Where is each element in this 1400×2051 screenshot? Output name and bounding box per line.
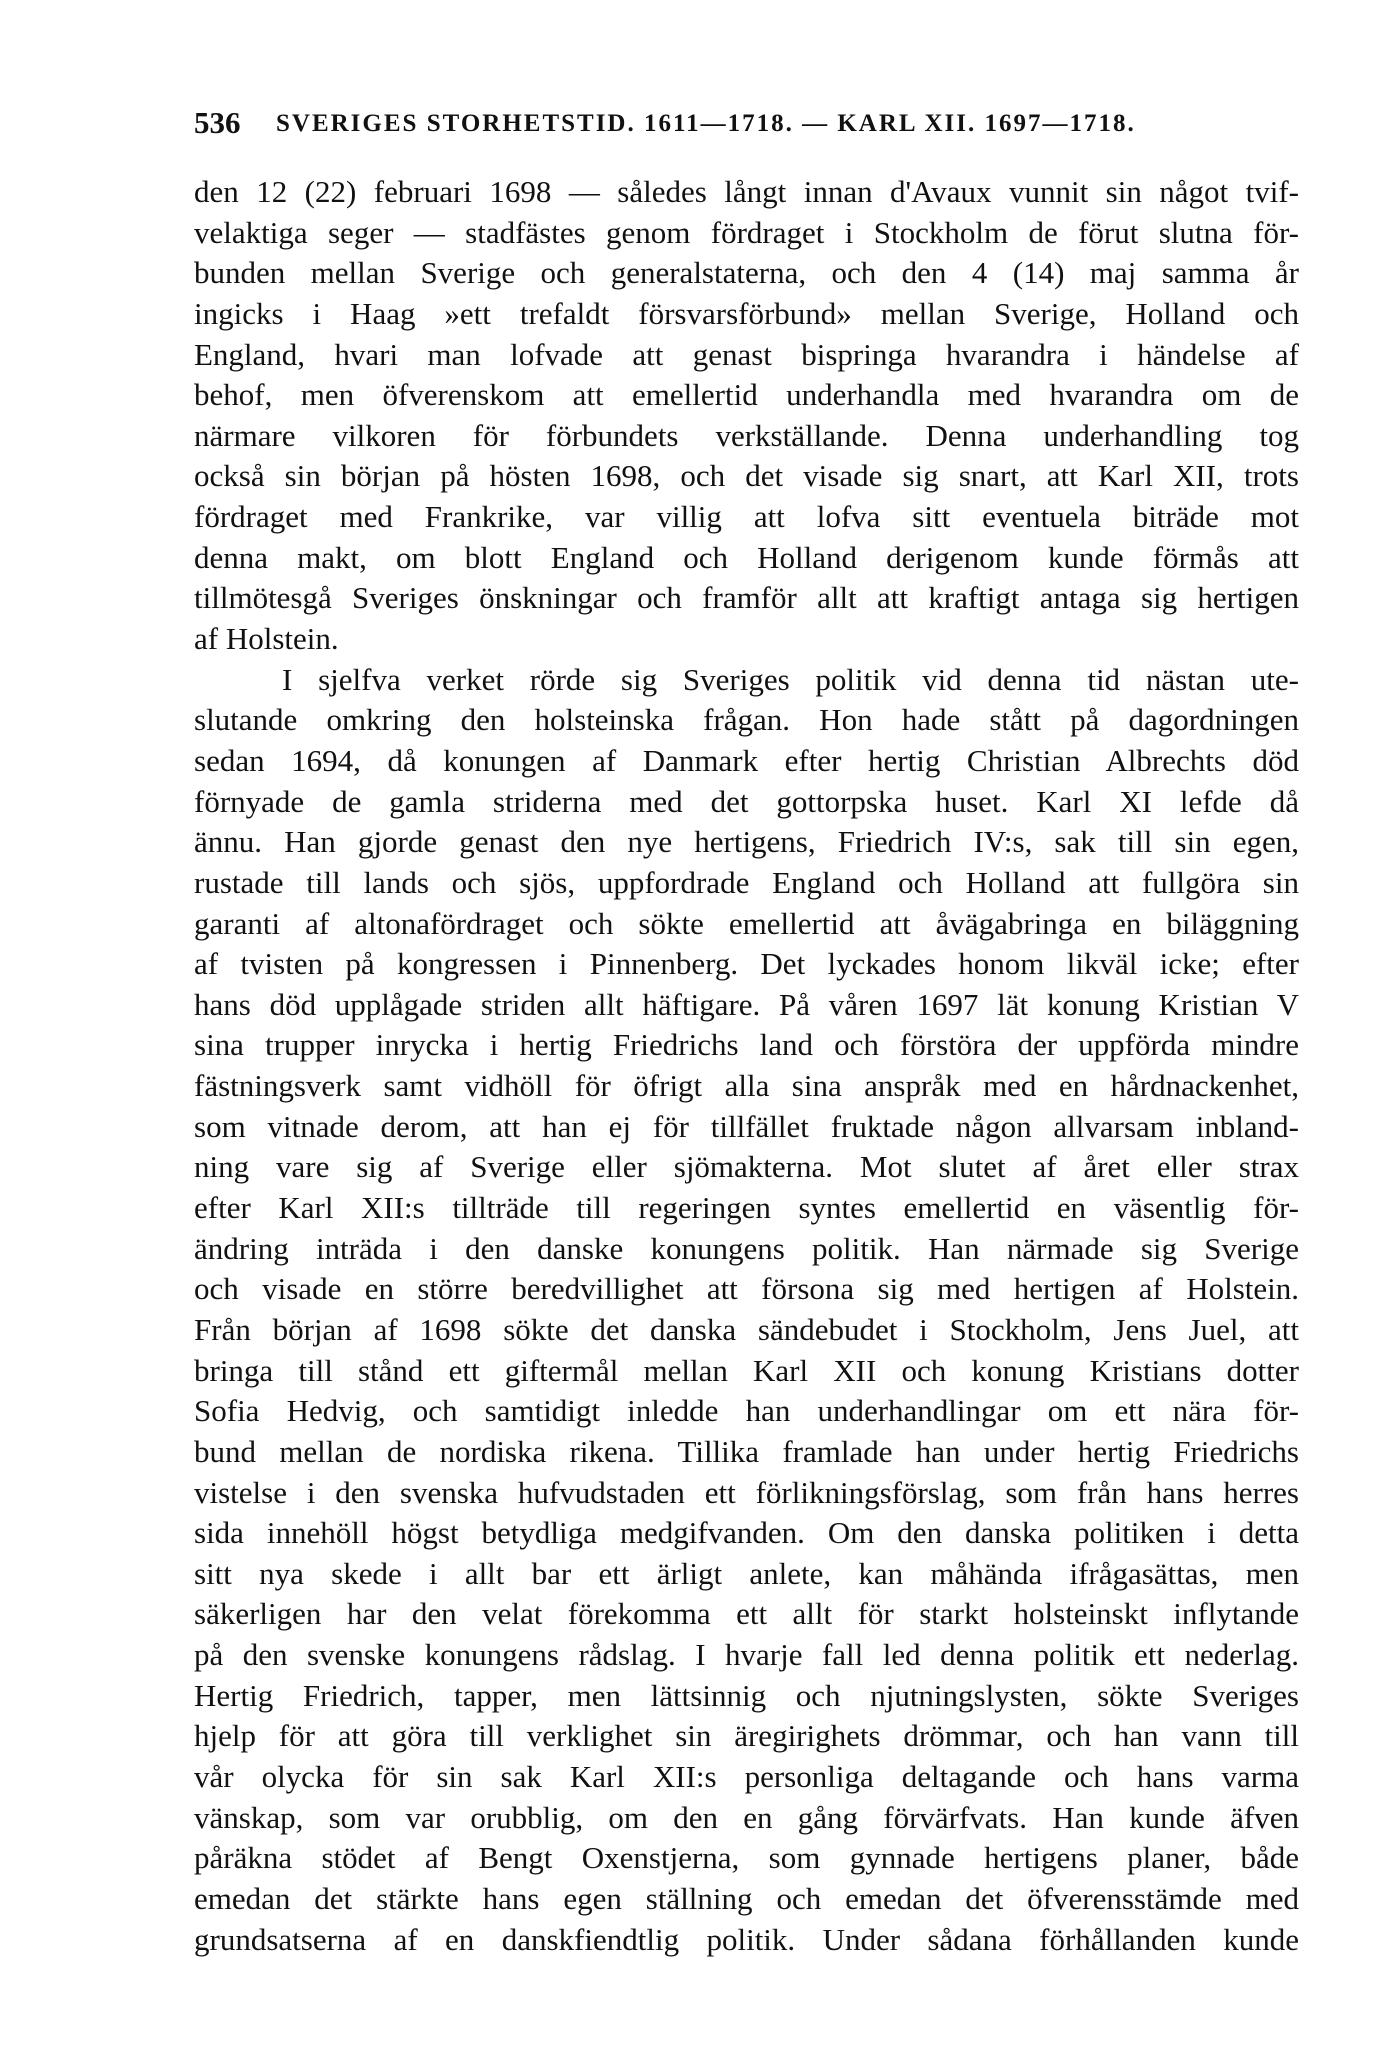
text-line: vänskap, som var orubblig, om den en gång förvärfvats. Han kunde äfven: [194, 1799, 1299, 1835]
text-line: ändring inträda i den danske konungens politik. Han närmade sig Sverige: [194, 1230, 1299, 1266]
text-line: också sin början på hösten 1698, och det visade sig snart, att Karl XII, trots: [194, 458, 1299, 494]
text-line: bund mellan de nordiska rikena. Tillika framlade han under hertig Friedrichs: [194, 1433, 1299, 1469]
text-line: Från början af 1698 sökte det danska sändebudet i Stockholm, Jens Juel, att: [194, 1311, 1299, 1347]
page-number: 536: [194, 105, 241, 140]
text-line: sedan 1694, då konungen af Danmark efter hertig Christian Albrechts död: [194, 742, 1299, 778]
text-line: emedan det stärkte hans egen ställning och emedan det öfverensstämde med: [194, 1880, 1299, 1916]
text-line: säkerligen har den velat förekomma ett allt för starkt holsteinskt inflytande: [194, 1596, 1299, 1632]
text-line: ännu. Han gjorde genast den nye hertigens, Friedrich IV:s, sak till sin egen,: [194, 824, 1299, 860]
text-line: slutande omkring den holsteinska frågan. Hon hade stått på dagordningen: [194, 702, 1299, 738]
body-text: [194, 172, 1299, 1960]
text-line: garanti af altonafördraget och sökte emellertid att åvägabringa en biläggning: [194, 905, 1299, 941]
book-page: [194, 105, 1299, 1957]
text-line: behof, men öfverenskom att emellertid underhandla med hvarandra om de: [194, 377, 1299, 413]
text-line: Sofia Hedvig, och samtidigt inledde han underhandlingar om ett nära för-: [194, 1393, 1299, 1429]
text-line: som vitnade derom, att han ej för tillfället fruktade någon allvarsam inbland-: [194, 1108, 1299, 1144]
text-line: vistelse i den svenska hufvudstaden ett förlikningsförslag, som från hans herres: [194, 1474, 1299, 1510]
text-line: bringa till stånd ett giftermål mellan Karl XII och konung Kristians dotter: [194, 1352, 1299, 1388]
text-line: sitt nya skede i allt bar ett ärligt anlete, kan måhända ifrågasättas, men: [194, 1555, 1299, 1591]
text-line: fästningsverk samt vidhöll för öfrigt alla sina anspråk med en hårdnackenhet,: [194, 1068, 1299, 1104]
text-line: fördraget med Frankrike, var villig att lofva sitt eventuela biträde mot: [194, 499, 1299, 535]
text-line: ning vare sig af Sverige eller sjömakterna. Mot slutet af året eller strax: [194, 1149, 1299, 1185]
text-line: hjelp för att göra till verklighet sin äregirighets drömmar, och han vann till: [194, 1718, 1299, 1754]
text-line: Hertig Friedrich, tapper, men lättsinnig och njutningslysten, sökte Sveriges: [194, 1677, 1299, 1713]
running-title: SVERIGES STORHETSTID. 1611—1718. — KARL XII. 1697—1718.: [276, 110, 1136, 137]
text-line: tillmötesgå Sveriges önskningar och framför allt att kraftigt antaga sig hertigen: [194, 580, 1299, 616]
text-line: vår olycka för sin sak Karl XII:s personliga deltagande och hans varma: [194, 1758, 1299, 1794]
text-line: och visade en större beredvillighet att försona sig med hertigen af Holstein.: [194, 1271, 1299, 1307]
text-line: rustade till lands och sjös, uppfordrade England och Holland att fullgöra sin: [194, 864, 1299, 900]
text-line: på den svenske konungens rådslag. I hvarje fall led denna politik ett nederlag.: [194, 1637, 1299, 1673]
text-line: af Holstein.: [194, 621, 339, 657]
text-line: bunden mellan Sverige och generalstaterna, och den 4 (14) maj samma år: [194, 255, 1299, 291]
text-line: I sjelfva verket rörde sig Sveriges politik vid denna tid nästan ute-: [282, 661, 1299, 697]
text-line: England, hvari man lofvade att genast bispringa hvarandra i händelse af: [194, 336, 1299, 372]
text-line: ingicks i Haag »ett trefaldt försvarsförbund» mellan Sverige, Holland och: [194, 295, 1299, 331]
text-line: af tvisten på kongressen i Pinnenberg. Det lyckades honom likväl icke; efter: [194, 946, 1299, 982]
text-line: efter Karl XII:s tillträde till regeringen syntes emellertid en väsentlig för-: [194, 1190, 1299, 1226]
text-line: hans död upplågade striden allt häftigare. På våren 1697 lät konung Kristian V: [194, 986, 1299, 1022]
text-line: velaktiga seger — stadfästes genom fördraget i Stockholm de förut slutna för-: [194, 214, 1299, 250]
text-line: den 12 (22) februari 1698 — således långt innan d'Avaux vunnit sin något tvif-: [194, 174, 1299, 209]
running-head: [194, 105, 1299, 165]
text-line: förnyade de gamla striderna med det gottorpska huset. Karl XI lefde då: [194, 783, 1299, 819]
text-line: sida innehöll högst betydliga medgifvanden. Om den danska politiken i detta: [194, 1515, 1299, 1551]
text-line: sina trupper inrycka i hertig Friedrichs land och förstöra der uppförda mindre: [194, 1027, 1299, 1063]
text-line: grundsatserna af en danskfiendtlig politik. Under sådana förhållanden kunde: [194, 1921, 1299, 1957]
text-line: närmare vilkoren för förbundets verkställande. Denna underhandling tog: [194, 417, 1299, 453]
text-line: påräkna stödet af Bengt Oxenstjerna, som gynnade hertigens planer, både: [194, 1840, 1299, 1876]
text-line: denna makt, om blott England och Holland derigenom kunde förmås att: [194, 539, 1299, 575]
